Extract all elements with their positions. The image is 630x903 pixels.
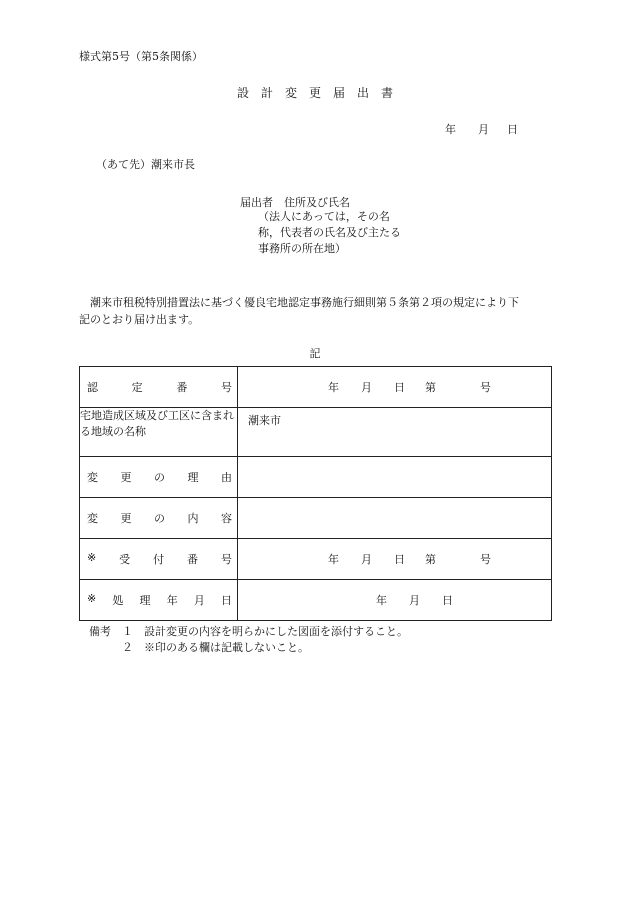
label-cell [80,367,238,408]
value-char: 日 [442,594,453,607]
value-char: 月 [361,553,372,566]
label-cell [80,457,238,498]
label-cell: 宅地造成区域及び工区に含まれる地域の名称 [80,408,238,457]
document-title [0,84,630,101]
form-table [79,366,552,621]
form-number: 様式第5号（第5条関係） [79,50,203,63]
value-cell [238,457,552,498]
label-char: 内 [187,512,199,525]
date-year: 年 [445,123,456,136]
label-char: ※ [87,551,97,564]
table-row [80,580,552,621]
label-cell [80,539,238,580]
table-row [80,367,552,408]
label-char: 更 [120,512,132,525]
date-line [445,121,518,137]
table-row [80,539,552,580]
label-char: 認 [87,381,98,394]
label-char: 日 [221,594,232,607]
label-char: 由 [221,471,232,484]
label-char: の [154,512,165,525]
ki-heading: 記 [309,347,321,360]
value-char: 年 [328,381,339,394]
label-char: 定 [131,381,143,394]
title-char: 書 [381,86,394,100]
date-month: 月 [478,123,489,136]
label-char: 番 [176,381,188,394]
remark-line-2: ２ ※印のある欄は記載しないこと。 [122,641,309,654]
value-char: 日 [394,553,405,566]
value-char: 号 [480,553,491,566]
label-char: 号 [220,553,232,566]
label-cell [80,498,238,539]
label-char: 理 [139,594,151,607]
value-cell [238,580,552,621]
table-row [80,457,552,498]
value-cell: 潮来市 [238,408,552,457]
value-char: 日 [394,381,405,394]
notifier-note: （法人にあっては，その名称，代表者の氏名及び主たる事務所の所在地） [258,210,401,255]
label-char: ※ [87,592,97,605]
title-char: 変 [284,86,297,100]
value-char: 年 [328,553,339,566]
label-char: 番 [187,553,199,566]
value-char: 月 [409,594,420,607]
label-char: 受 [119,553,131,566]
title-char: 出 [357,86,370,100]
label-cell [80,580,238,621]
body-text: 潮来市租税特別措置法に基づく優良宅地認定事務施行細則第５条第２項の規定により下記のとおり届け出ます。 [79,296,519,326]
label-char: 処 [112,594,124,607]
value-char: 年 [376,594,387,607]
title-char: 設 [236,86,249,100]
remark-line-1: 備考 １ 設計変更の内容を明らかにした図面を添付すること。 [89,625,408,638]
label-char: 更 [120,471,132,484]
value-cell [238,367,552,408]
addressee: （あて先）潮来市長 [96,158,195,171]
date-day: 日 [507,123,518,136]
value-char: 第 [425,381,436,394]
label-char: 月 [193,594,205,607]
label-char: 号 [220,381,232,394]
value-cell [238,539,552,580]
value-char: 月 [361,381,372,394]
table-row [80,408,552,457]
notifier-label: 届出者 住所及び氏名 [240,196,350,209]
title-char: 届 [333,86,346,100]
title-char: 更 [308,86,321,100]
label-char: 理 [187,471,199,484]
label-char: の [154,471,165,484]
title-char: 計 [260,86,273,100]
label-char: 付 [153,553,165,566]
table-row [80,498,552,539]
label-char: 年 [166,594,178,607]
value-char: 第 [425,553,436,566]
value-cell [238,498,552,539]
remarks [89,624,408,656]
value-char: 号 [480,381,491,394]
label-char: 容 [221,512,232,525]
label-char: 変 [87,512,98,525]
label-char: 変 [87,471,98,484]
